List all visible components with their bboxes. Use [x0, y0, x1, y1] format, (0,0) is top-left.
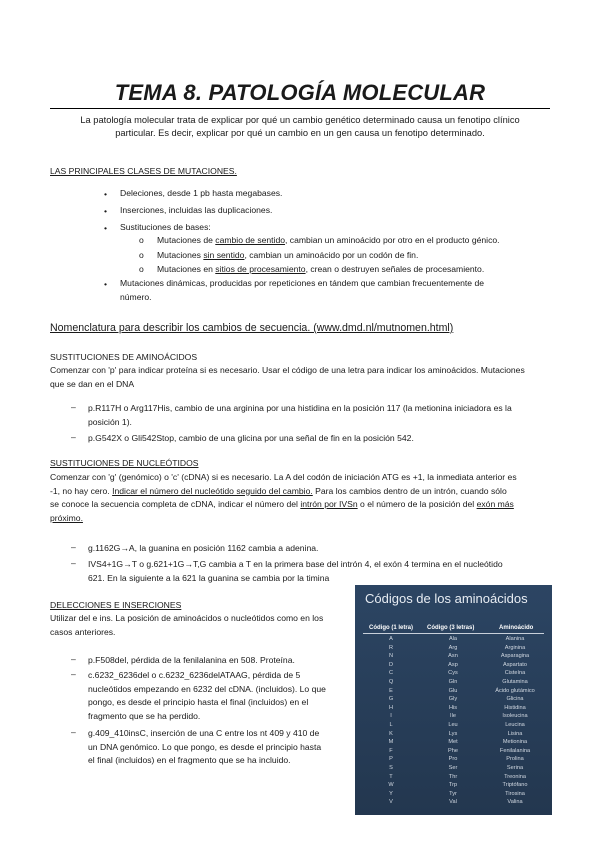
table-cell: F [389, 747, 393, 754]
underlined-text: exón más [476, 499, 514, 509]
table-cell: Alanina [505, 636, 525, 642]
dash-icon: – [71, 558, 76, 568]
sub-bullet-icon: o [139, 264, 144, 274]
example-line: posición 1). [88, 416, 132, 427]
table-header: Código (3 letras) [427, 625, 475, 631]
example-line: g.409_410insC, inserción de una C entre los nt 409 y 410 de [88, 728, 320, 738]
table-cell: Gly [448, 696, 458, 703]
paragraph-line: Comenzar con 'p' para indicar proteína si es necesario. Usar el código de una letra para indicar los aminoácidos. Mutaciones [50, 365, 525, 375]
table-cell: Leu [448, 722, 458, 728]
section-heading-delecciones: DELECCIONES E INSERCIONES [50, 600, 182, 610]
underlined-text: cambio de sentido [215, 235, 286, 245]
example-line: nucleótidos empezando en 6232 del cDNA. (incluidos). Lo que [88, 683, 326, 694]
table-header: Código (1 letra) [369, 625, 414, 631]
list-item [120, 277, 484, 304]
table-cell: Ser [448, 765, 458, 771]
section-heading-aminoacidos: SUSTITUCIONES DE AMINOÁCIDOS [50, 352, 198, 362]
table-divider [363, 633, 544, 634]
table-cell: Histidina [504, 704, 526, 711]
intro-paragraph [52, 114, 548, 140]
table-cell: A [389, 636, 393, 642]
amino-table-title: Códigos de los aminoácidos [365, 591, 528, 606]
table-cell: Cys [448, 670, 458, 677]
intro-line: particular. Es decir, explicar por qué un cambio en un gen causa un fenotipo determinado. [115, 128, 485, 138]
example-line: el final (incluidos) en el fragmento que se ha incluido. [88, 755, 291, 765]
text: se conoce la secuencia completa de cDNA, indicar el número del [50, 499, 301, 509]
nucleotidos-paragraph [50, 471, 560, 525]
table-cell: Asparagina [500, 653, 530, 660]
table-cell: P [389, 756, 393, 763]
dash-icon: – [71, 669, 76, 679]
table-cell: Serina [506, 765, 524, 771]
table-cell: E [389, 687, 393, 694]
table-cell: Ala [448, 636, 458, 642]
table-cell: His [448, 704, 458, 711]
table-cell: Tyr [449, 790, 457, 797]
table-cell: Glicina [506, 696, 524, 703]
paragraph-line [50, 512, 560, 526]
bullet-icon: • [104, 279, 108, 289]
dash-icon: – [71, 654, 76, 664]
text: , cambian un aminoácido por un codón de fin. [244, 250, 419, 260]
table-cell: Tirosina [505, 790, 525, 797]
table-cell: T [389, 773, 393, 780]
list-item: Deleciones, desde 1 pb hasta megabases. [120, 188, 283, 198]
table-cell: Asn [448, 653, 458, 660]
sub-bullet-icon: o [139, 250, 144, 260]
nomenclature-heading: Nomenclatura para describir los cambios de secuencia. (www.dmd.nl/mutnomen.html) [50, 322, 454, 334]
sub-list-item [157, 263, 484, 277]
table-cell: Fenilalanina [499, 747, 531, 754]
table-cell: Glu [448, 687, 458, 694]
table-cell: V [389, 799, 393, 806]
sub-list-item [157, 234, 500, 248]
paragraph-line: casos anteriores. [50, 626, 116, 637]
list-item: Inserciones, incluidas las duplicaciones. [120, 205, 273, 215]
dash-icon: – [71, 402, 76, 412]
bullet-icon: • [104, 223, 108, 233]
table-cell: Pro [448, 756, 458, 763]
text: Mutaciones en [157, 264, 216, 274]
text: Para los cambios dentro de un intrón, cuando sólo [312, 485, 507, 496]
paragraph-line [50, 498, 560, 512]
table-cell: Isoleucina [502, 713, 528, 720]
example-line: c.6232_6236del o c.6232_6236delATAAG, pérdida de 5 [88, 670, 301, 680]
table-cell: D [388, 661, 394, 668]
table-cell: Thr [448, 773, 458, 780]
table-cell: Triptófano [502, 782, 528, 789]
table-cell: C [388, 670, 394, 677]
example-line: pongo, es desde el principio hasta el final (incluidos) en el [88, 697, 309, 707]
table-cell: Phe [448, 747, 458, 754]
text: , cambian un aminoácido por otro en el producto génico. [285, 235, 500, 245]
text: -1, no hay cero. [50, 485, 113, 496]
table-cell: Metionina [502, 739, 528, 746]
table-cell: Arginina [504, 644, 526, 651]
intro-line: La patología molecular trata de explicar por qué un cambio genético determinado causa un fenotipo clínico [80, 115, 520, 125]
text: o el número de la posición del [357, 499, 477, 509]
table-cell: S [389, 765, 393, 771]
table-cell: Leucina [505, 722, 525, 728]
example-item [88, 402, 553, 429]
section-heading-nucleotidos: SUSTITUCIONES DE NUCLEÓTIDOS [50, 458, 199, 468]
example-item: p.G542X o Gli542Stop, cambio de una glicina por una señal de fin en la posición 542. [88, 433, 414, 443]
table-cell: Valina [507, 799, 523, 806]
dash-icon: – [71, 432, 76, 442]
table-cell: G [388, 696, 394, 703]
amino-acid-codes-image [355, 585, 552, 815]
underlined-text: intrón por IVSn [300, 499, 358, 509]
example-item [88, 727, 346, 768]
example-line: 621. En la siguiente a la 621 la guanina se cambia por la timina [88, 572, 330, 583]
bullet-icon: • [104, 206, 108, 216]
table-cell: Arg [448, 644, 458, 651]
page-title: TEMA 8. PATOLOGÍA MOLECULAR [50, 78, 550, 109]
table-cell: Val [449, 799, 457, 806]
paragraph-line: que se dan en el DNA [50, 378, 135, 389]
table-cell: Treonina [504, 773, 526, 780]
table-cell: Met [448, 739, 458, 746]
table-cell: Lisina [507, 730, 523, 737]
table-cell: H [388, 704, 394, 711]
list-item-line: Mutaciones dinámicas, producidas por repeticiones en tándem que cambian frecuentemente de [120, 278, 485, 288]
text: Mutaciones de [157, 235, 216, 245]
table-cell: K [389, 730, 393, 737]
table-cell: I [390, 713, 392, 720]
table-cell: Prolina [506, 756, 524, 763]
list-item-line: número. [120, 291, 152, 302]
table-cell: Aspartato [503, 661, 527, 668]
paragraph-line [50, 485, 560, 499]
example-item: g.1162G→A, la guanina en posición 1162 cambia a adenina. [88, 543, 319, 553]
table-cell: L [389, 722, 393, 728]
table-cell: W [388, 782, 394, 789]
table-cell: Asp [448, 661, 458, 668]
example-item: p.F508del, pérdida de la fenilalanina en 508. Proteína. [88, 655, 295, 665]
underlined-text: Indicar el número del nucleótido seguido del cambio. [112, 485, 313, 496]
table-cell: Glutamina [502, 679, 528, 685]
table-header: Aminoácido [499, 625, 534, 631]
underlined-text: sin sentido [203, 250, 245, 260]
section-heading-clases: LAS PRINCIPALES CLASES DE MUTACIONES. [50, 166, 237, 176]
text: Mutaciones [157, 250, 204, 260]
table-cell: Q [388, 679, 394, 685]
example-line: p.R117H o Arg117His, cambio de una arginina por una histidina en la posición 117 (la metionina iniciadora es la [88, 403, 512, 413]
table-cell: R [388, 644, 394, 651]
paragraph-line: Utilizar del e ins. La posición de aminoácidos o nucleótidos como en los [50, 613, 324, 623]
sub-list-item [157, 249, 418, 263]
example-item [88, 669, 346, 723]
table-cell: M [388, 739, 394, 746]
dash-icon: – [71, 727, 76, 737]
paragraph-line: Comenzar con 'g' (genómico) o 'c' (cDNA) si es necesario. La A del codón de iniciación ATG es +1, la inmediata anterior es [50, 472, 517, 482]
aminoacidos-paragraph [50, 364, 550, 391]
text: , crean o destruyen señales de procesamiento. [305, 264, 485, 274]
table-cell: Lys [448, 730, 458, 737]
sub-bullet-icon: o [139, 235, 144, 245]
bullet-icon: • [104, 189, 108, 199]
underlined-text: próximo. [50, 512, 83, 523]
table-cell: Cisteína [504, 670, 526, 677]
example-line: un DNA genómico. Lo que pongo, es desde el principio hasta [88, 741, 322, 752]
table-cell: Ácido glutámico [495, 687, 535, 694]
example-line: IVS4+1G→T o g.621+1G→T,G cambia a T en la primera base del intrón 4, el exón 4 termina en el nucleótido [88, 559, 503, 569]
dash-icon: – [71, 542, 76, 552]
table-cell: Ile [450, 713, 456, 720]
table-cell: Gln [448, 679, 458, 685]
table-cell: N [388, 653, 394, 660]
delecciones-paragraph [50, 612, 350, 639]
table-cell: Y [389, 790, 393, 797]
underlined-text: sitios de procesamiento [215, 264, 306, 274]
example-line: fragmento que se ha perdido. [88, 710, 201, 721]
list-item: Sustituciones de bases: [120, 222, 211, 232]
example-item [88, 558, 553, 585]
table-cell: Trp [448, 782, 458, 789]
